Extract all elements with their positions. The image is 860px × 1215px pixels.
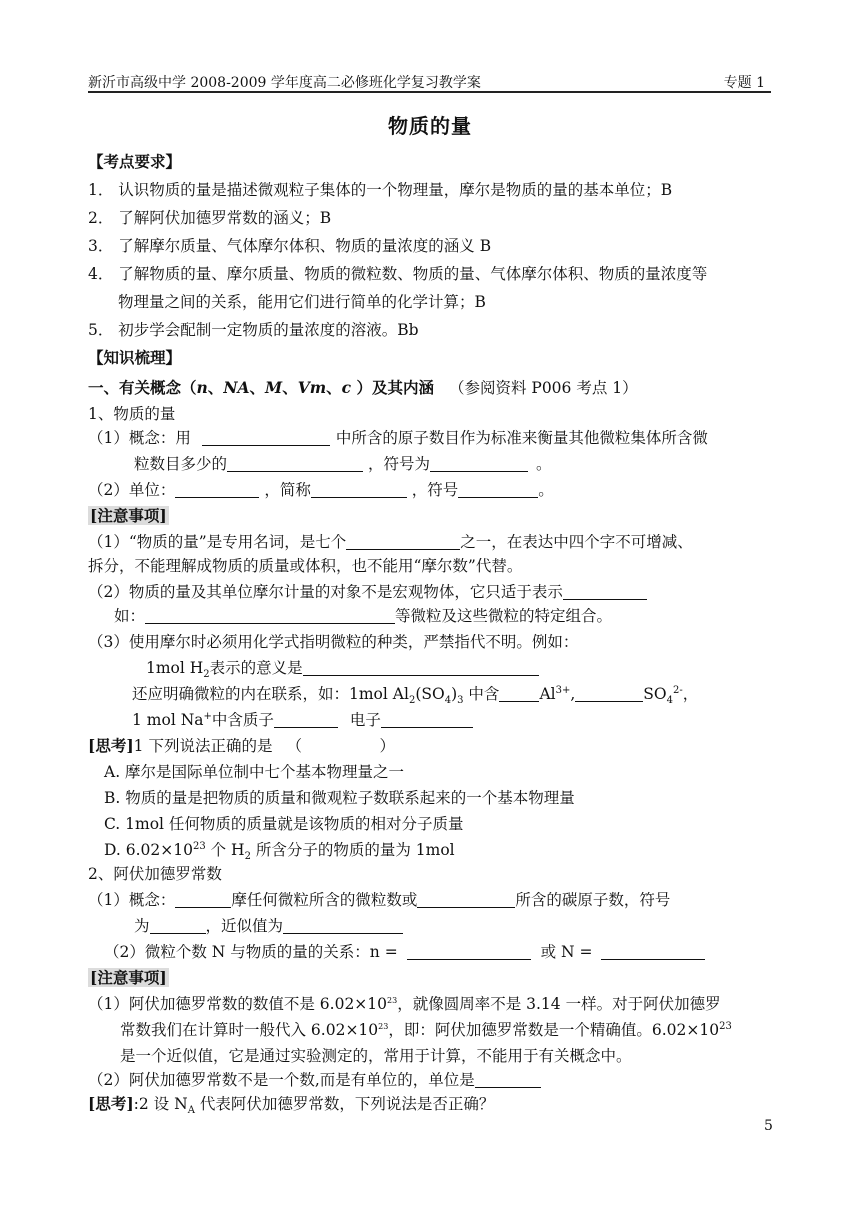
think-2 (88, 1094, 495, 1117)
option-b: B. 物质的量是把物质的质量和微观粒子数联系起来的一个基本物理量 (104, 789, 575, 807)
concept-line-1 (88, 428, 708, 448)
option-d (104, 840, 455, 863)
text: ) (451, 685, 458, 703)
avogadro-concept (88, 890, 670, 910)
text: （1）概念：用 (88, 429, 191, 447)
requirement-3: 3． 了解摩尔质量、气体摩尔体积、物质的量浓度的涵义 B (88, 237, 492, 255)
text: ，即：阿伏加德罗常数是一个精确值。6.02×10 (388, 1021, 720, 1039)
think-label: [思考] (88, 1094, 134, 1113)
superscript: 3+ (555, 684, 571, 696)
reference-note: （参阅资料 P006 考点 1） (448, 379, 638, 397)
option-c: C. 1mol 任何物质的质量就是该物质的相对分子质量 (104, 815, 464, 833)
subscript: 2 (203, 669, 210, 681)
blank[interactable] (227, 455, 363, 472)
page-header (88, 72, 771, 93)
superscript: 2- (672, 684, 683, 696)
sep: 、 (249, 378, 266, 397)
blank[interactable] (283, 917, 403, 934)
note-3-na (132, 710, 473, 730)
answer-blank[interactable]: （ ） (286, 737, 395, 755)
text: 所含的碳原子数，符号 (515, 891, 671, 909)
blank[interactable] (458, 481, 538, 498)
note-2 (88, 582, 647, 602)
avogadro-note-1 (88, 994, 721, 1014)
subscript: 4 (666, 695, 673, 707)
requirement-1: 1． 认识物质的量是描述微观粒子集体的一个物理量，摩尔是物质的量的基本单位；B (88, 181, 673, 199)
avogadro-concept-cont (134, 916, 403, 936)
text: 等微粒及这些微粒的特定组合。 (395, 607, 613, 625)
option-a: A. 摩尔是国际单位制中七个基本物理量之一 (104, 763, 405, 781)
text: 为 (134, 917, 150, 935)
blank[interactable] (417, 891, 515, 908)
text: SO (643, 685, 667, 703)
superscript: + (203, 710, 212, 722)
avogadro-relation (104, 942, 705, 962)
subsection-amount: 1、物质的量 (88, 405, 176, 423)
text: （1）概念： (88, 891, 176, 909)
text: D. 6.02×10 (104, 841, 193, 859)
symbol-m: M (265, 378, 283, 397)
blank[interactable] (145, 607, 395, 624)
subscript: A (187, 1105, 195, 1117)
subscript: 4 (444, 695, 452, 707)
blank[interactable] (563, 583, 647, 600)
page-title: 物质的量 (388, 114, 472, 138)
blank[interactable] (303, 659, 539, 676)
text: 电子 (349, 711, 381, 729)
think-label: [思考] (88, 736, 134, 755)
subsection-avogadro: 2、阿伏加德罗常数 (88, 865, 222, 883)
text: 常数我们在计算时一般代入 6.02×10 (120, 1021, 379, 1039)
note-label-2 (88, 968, 169, 988)
text: 之一，在表达中四个字不可增减、 (460, 533, 693, 551)
blank[interactable] (575, 685, 643, 702)
note-3-al2so4 (132, 684, 699, 707)
text: Al (539, 685, 556, 703)
section-knowledge: 【知识梳理】 (88, 348, 182, 367)
requirement-4-cont: 物理量之间的关系，能用它们进行简单的化学计算；B (118, 293, 486, 311)
subscript: 2 (408, 695, 416, 707)
text: ，符号为 (367, 455, 430, 473)
text: 代表阿伏加德罗常数，下列说法是否正确？ (194, 1095, 495, 1113)
question-text: 1 下列说法正确的是 (133, 737, 273, 755)
text: 中含质子 (211, 711, 274, 729)
superscript: 23 (192, 840, 206, 852)
page-number: 5 (764, 1118, 773, 1134)
text: ，简称 (264, 481, 311, 499)
text: 所含分子的物质的量为 1mol (250, 841, 455, 859)
blank[interactable] (346, 533, 460, 550)
text: ，就像圆周率不是 3.14 一样。对于阿伏加德罗 (397, 995, 721, 1013)
requirement-5: 5． 初步学会配制一定物质的量浓度的溶液。Bb (88, 321, 419, 339)
note-1-cont: 拆分，不能理解成物质的质量或体积，也不能用“摩尔数”代替。 (88, 557, 523, 575)
symbol-na: NA (223, 378, 250, 397)
text: 个 H (205, 841, 245, 859)
unit-line (88, 480, 554, 500)
superscript: 23 (719, 1020, 732, 1032)
note-2-cont (114, 606, 612, 626)
avogadro-note-1-end: 是一个近似值，它是通过实验测定的，常用于计算，不能用于有关概念中。 (120, 1047, 632, 1065)
avogadro-note-2 (88, 1070, 541, 1090)
sep: 、 (282, 378, 298, 397)
note-1 (88, 532, 693, 552)
blank[interactable] (175, 891, 231, 908)
text: 或 N = (540, 943, 593, 961)
heading-text-end: ）及其内涵 (351, 378, 435, 397)
note-label (88, 506, 169, 526)
text: 中所含的原子数目作为标准来衡量其他微粒集体所含微 (335, 429, 708, 447)
text: 。 (535, 455, 552, 473)
text: (SO (415, 685, 445, 703)
blank[interactable] (150, 917, 206, 934)
text: ， (682, 685, 699, 703)
text: ，近似值为 (205, 917, 284, 935)
text: , (570, 685, 576, 703)
text: 。 (538, 481, 554, 499)
header-right: 专题 1 (723, 75, 765, 91)
sep: 、 (326, 378, 342, 397)
text: 摩任何微粒所含的微粒数或 (231, 891, 418, 909)
text: ，符号 (411, 481, 459, 499)
blank[interactable] (499, 685, 539, 702)
text: 表示的意义是 (209, 659, 303, 677)
think-1 (88, 736, 395, 756)
blank[interactable] (381, 711, 473, 728)
text: 1 mol Na (132, 711, 204, 729)
text: （1）阿伏加德罗常数的数值不是 6.02×10 (88, 995, 388, 1013)
blank[interactable] (430, 455, 528, 472)
text: 中含 (463, 685, 500, 703)
note-label-text: [注意事项] (90, 968, 167, 987)
blank[interactable] (475, 1071, 541, 1088)
note-3-h2 (146, 658, 539, 681)
concept-line-2 (134, 454, 551, 474)
section-requirements: 【考点要求】 (88, 152, 182, 171)
symbol-vm: Vm (297, 378, 327, 397)
text: （2）单位： (88, 481, 176, 499)
text: （2）微粒个数 N 与物质的量的关系：n = (104, 943, 398, 961)
heading-text: 一、有关概念（ (88, 378, 197, 397)
symbol-n: n (196, 378, 208, 397)
text: :2 设 N (133, 1095, 188, 1113)
avogadro-note-1-cont (120, 1020, 732, 1040)
text: （2）阿伏加德罗常数不是一个数,而是有单位的，单位是 (88, 1071, 475, 1089)
subscript: 2 (244, 851, 251, 863)
header-left: 新沂市高级中学 2008-2009 学年度高二必修班化学复习教学案 (88, 75, 481, 91)
text: （2）物质的量及其单位摩尔计量的对象不是宏观物体，它只适于表示 (88, 583, 563, 601)
blank[interactable] (311, 481, 407, 498)
heading-concepts (88, 378, 638, 398)
requirement-4: 4． 了解物质的量、摩尔质量、物质的微粒数、物质的量、气体摩尔体积、物质的量浓度等 (88, 265, 708, 283)
text: 还应明确微粒的内在联系，如：1mol Al (132, 685, 409, 703)
text: 1mol H (146, 659, 204, 677)
blank[interactable] (601, 943, 705, 960)
text: 如： (114, 607, 146, 625)
superscript: 23 (378, 1021, 389, 1031)
requirement-2: 2． 了解阿伏加德罗常数的涵义；B (88, 209, 332, 227)
text: 粒数目多少的 (134, 455, 228, 473)
blank[interactable] (407, 943, 531, 960)
sep: 、 (207, 378, 224, 397)
blank[interactable] (175, 481, 259, 498)
superscript: 23 (387, 995, 398, 1005)
symbol-c: c (341, 378, 352, 397)
subscript: 3 (457, 695, 464, 707)
note-3: （3）使用摩尔时必须用化学式指明微粒的种类，严禁指代不明。例如： (88, 633, 579, 651)
note-label-text: [注意事项] (90, 506, 167, 525)
blank[interactable] (202, 429, 330, 446)
text: （1）“物质的量”是专用名词，是七个 (88, 533, 347, 551)
blank[interactable] (274, 711, 338, 728)
